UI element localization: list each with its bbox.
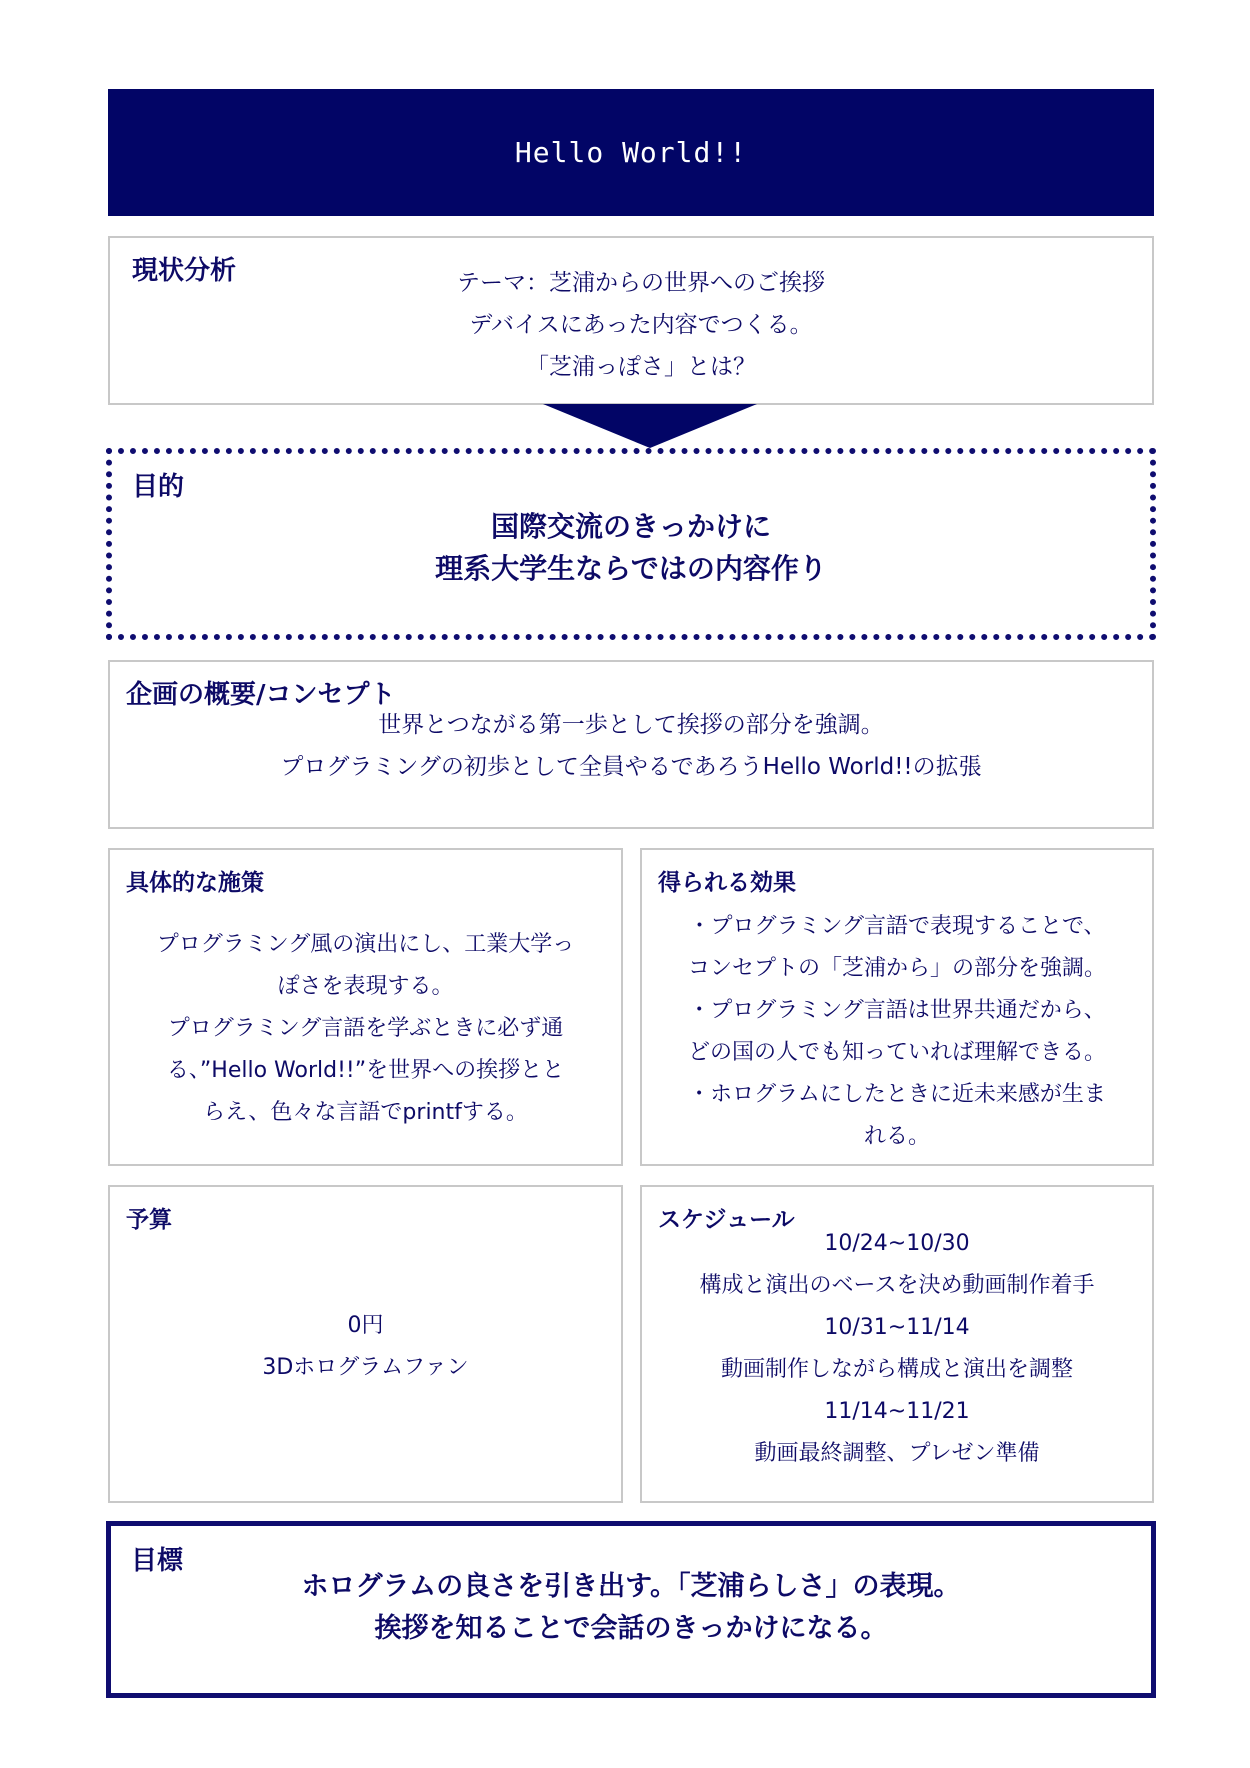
effects-label: 得られる効果 xyxy=(658,870,796,896)
schedule-line: 11/14~11/21 xyxy=(824,1399,970,1424)
measures-label: 具体的な施策 xyxy=(126,870,264,896)
schedule-line: 構成と演出のベースを決め動画制作着手 xyxy=(699,1273,1095,1298)
purpose-section xyxy=(106,448,1156,640)
measures-section xyxy=(108,848,623,1166)
concept-line: プログラミングの初歩として全員やるであろうHello World!!の拡張 xyxy=(280,754,982,780)
measures-text xyxy=(110,924,621,1134)
goal-section xyxy=(106,1521,1156,1698)
effects-line: ・ホログラムにしたときに近未来感が生ま xyxy=(688,1082,1106,1107)
effects-line: どの国の人でも知っていれば理解できる。 xyxy=(687,1040,1106,1065)
concept-text xyxy=(110,704,1152,788)
measures-line: らえ、色々な言語でprintfする。 xyxy=(203,1100,528,1125)
header-title-bar xyxy=(108,89,1154,216)
concept-line: 世界とつながる第一歩として挨拶の部分を強調。 xyxy=(378,712,884,738)
budget-section xyxy=(108,1185,623,1503)
budget-line: 0円 xyxy=(347,1313,384,1338)
analysis-section xyxy=(108,236,1154,405)
budget-line: 3Dホログラムファン xyxy=(262,1355,469,1380)
effects-line: れる。 xyxy=(863,1124,930,1149)
schedule-line: 10/24~10/30 xyxy=(824,1231,970,1256)
analysis-label: 現状分析 xyxy=(132,256,237,286)
analysis-line: 「芝浦っぽさ」とは？ xyxy=(526,354,756,380)
down-arrow-icon xyxy=(543,404,757,448)
schedule-line: 動画最終調整、プレゼン準備 xyxy=(754,1441,1040,1466)
purpose-line: 国際交流のきっかけに xyxy=(490,510,771,543)
goal-line: ホログラムの良さを引き出す。「芝浦らしさ」の表現。 xyxy=(301,1571,961,1602)
goal-label: 目標 xyxy=(131,1546,184,1576)
purpose-text xyxy=(112,506,1150,590)
schedule-text xyxy=(642,1223,1152,1475)
purpose-label: 目的 xyxy=(132,472,185,502)
schedule-label: スケジュール xyxy=(658,1207,795,1233)
budget-text xyxy=(110,1305,621,1389)
budget-label: 予算 xyxy=(126,1207,172,1233)
header-title: Hello World!! xyxy=(514,136,748,169)
analysis-text xyxy=(110,262,1152,388)
measures-line: プログラミング言語を学ぶときに必ず通 xyxy=(167,1016,564,1041)
concept-label: 企画の概要/コンセプト xyxy=(126,680,396,710)
effects-section xyxy=(640,848,1154,1166)
schedule-line: 10/31~11/14 xyxy=(824,1315,970,1340)
effects-text xyxy=(642,906,1152,1158)
effects-line: ・プログラミング言語は世界共通だから、 xyxy=(688,998,1106,1023)
analysis-line: テーマ：芝浦からの世界へのご挨拶 xyxy=(457,270,825,296)
schedule-section xyxy=(640,1185,1154,1503)
analysis-line: デバイスにあった内容でつくる。 xyxy=(469,312,813,338)
measures-line: プログラミング風の演出にし、工業大学っ xyxy=(156,932,575,957)
concept-section xyxy=(108,660,1154,829)
measures-line: ぽさを表現する。 xyxy=(277,974,454,999)
purpose-line: 理系大学生ならではの内容作り xyxy=(435,552,827,585)
effects-line: コンセプトの「芝浦から」の部分を強調。 xyxy=(687,956,1106,981)
schedule-line: 動画制作しながら構成と演出を調整 xyxy=(720,1357,1073,1382)
goal-line: 挨拶を知ることで会話のきっかけになる。 xyxy=(374,1613,888,1644)
effects-line: ・プログラミング言語で表現することで、 xyxy=(688,914,1106,939)
goal-text xyxy=(111,1566,1151,1650)
measures-line: る、”Hello World!!”を世界への挨拶とと xyxy=(166,1058,565,1083)
